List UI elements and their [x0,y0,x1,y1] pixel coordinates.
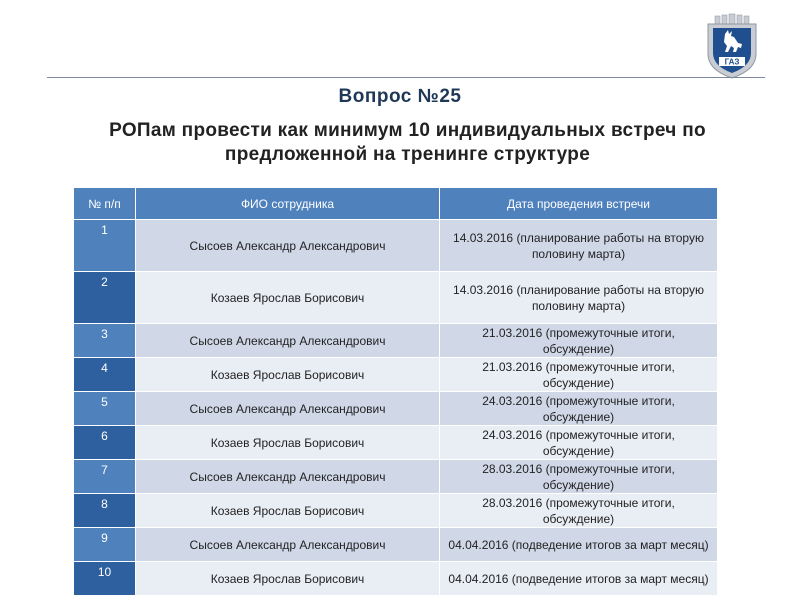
meeting-date: 21.03.2016 (промежуточные итоги, обсуждение) [440,358,718,392]
row-number: 4 [74,358,136,392]
header-divider [47,77,765,78]
table-row [74,562,718,596]
meeting-date: 21.03.2016 (промежуточные итоги, обсуждение) [440,324,718,358]
column-header-number: № п/п [74,188,136,220]
meeting-date: 24.03.2016 (промежуточные итоги, обсуждение) [440,426,718,460]
table-row [74,460,718,494]
row-number: 3 [74,324,136,358]
row-number: 6 [74,426,136,460]
column-header-employee: ФИО сотрудника [136,188,440,220]
employee-name: Козаев Ярослав Борисович [136,272,440,324]
meeting-date: 04.04.2016 (подведение итогов за март месяц) [440,528,718,562]
row-number: 1 [74,220,136,272]
employee-name: Сысоев Александр Александрович [136,528,440,562]
row-number: 2 [74,272,136,324]
employee-name: Козаев Ярослав Борисович [136,562,440,596]
meeting-date: 24.03.2016 (промежуточные итоги, обсуждение) [440,392,718,426]
table-row [74,220,718,272]
table-row [74,392,718,426]
meeting-date: 14.03.2016 (планирование работы на вторую половину марта) [440,220,718,272]
row-number: 9 [74,528,136,562]
employee-name: Сысоев Александр Александрович [136,324,440,358]
row-number: 10 [74,562,136,596]
table-row [74,494,718,528]
table-row [74,272,718,324]
meeting-date: 28.03.2016 (промежуточные итоги, обсуждение) [440,494,718,528]
table-row [74,324,718,358]
employee-name: Сысоев Александр Александрович [136,220,440,272]
employee-name: Сысоев Александр Александрович [136,392,440,426]
meetings-table [73,187,718,596]
meeting-date: 14.03.2016 (планирование работы на вторую половину марта) [440,272,718,324]
row-number: 7 [74,460,136,494]
gaz-deer-emblem-icon [698,10,768,80]
table-row [74,358,718,392]
table-row [74,528,718,562]
question-title: Вопрос №25 [338,86,462,107]
row-number: 5 [74,392,136,426]
slide-subtitle: РОПам провести как минимум 10 индивидуальных встреч по предложенной на тренинге структуре [109,120,706,165]
meeting-date: 28.03.2016 (промежуточные итоги, обсуждение) [440,460,718,494]
employee-name: Козаев Ярослав Борисович [136,494,440,528]
employee-name: Козаев Ярослав Борисович [136,358,440,392]
table-header-row [74,188,718,220]
table-row [74,426,718,460]
meeting-date: 04.04.2016 (подведение итогов за март месяц) [440,562,718,596]
employee-name: Сысоев Александр Александрович [136,460,440,494]
logo-text: ГАЗ [724,57,740,67]
column-header-meeting-date: Дата проведения встречи [440,188,718,220]
employee-name: Козаев Ярослав Борисович [136,426,440,460]
row-number: 8 [74,494,136,528]
